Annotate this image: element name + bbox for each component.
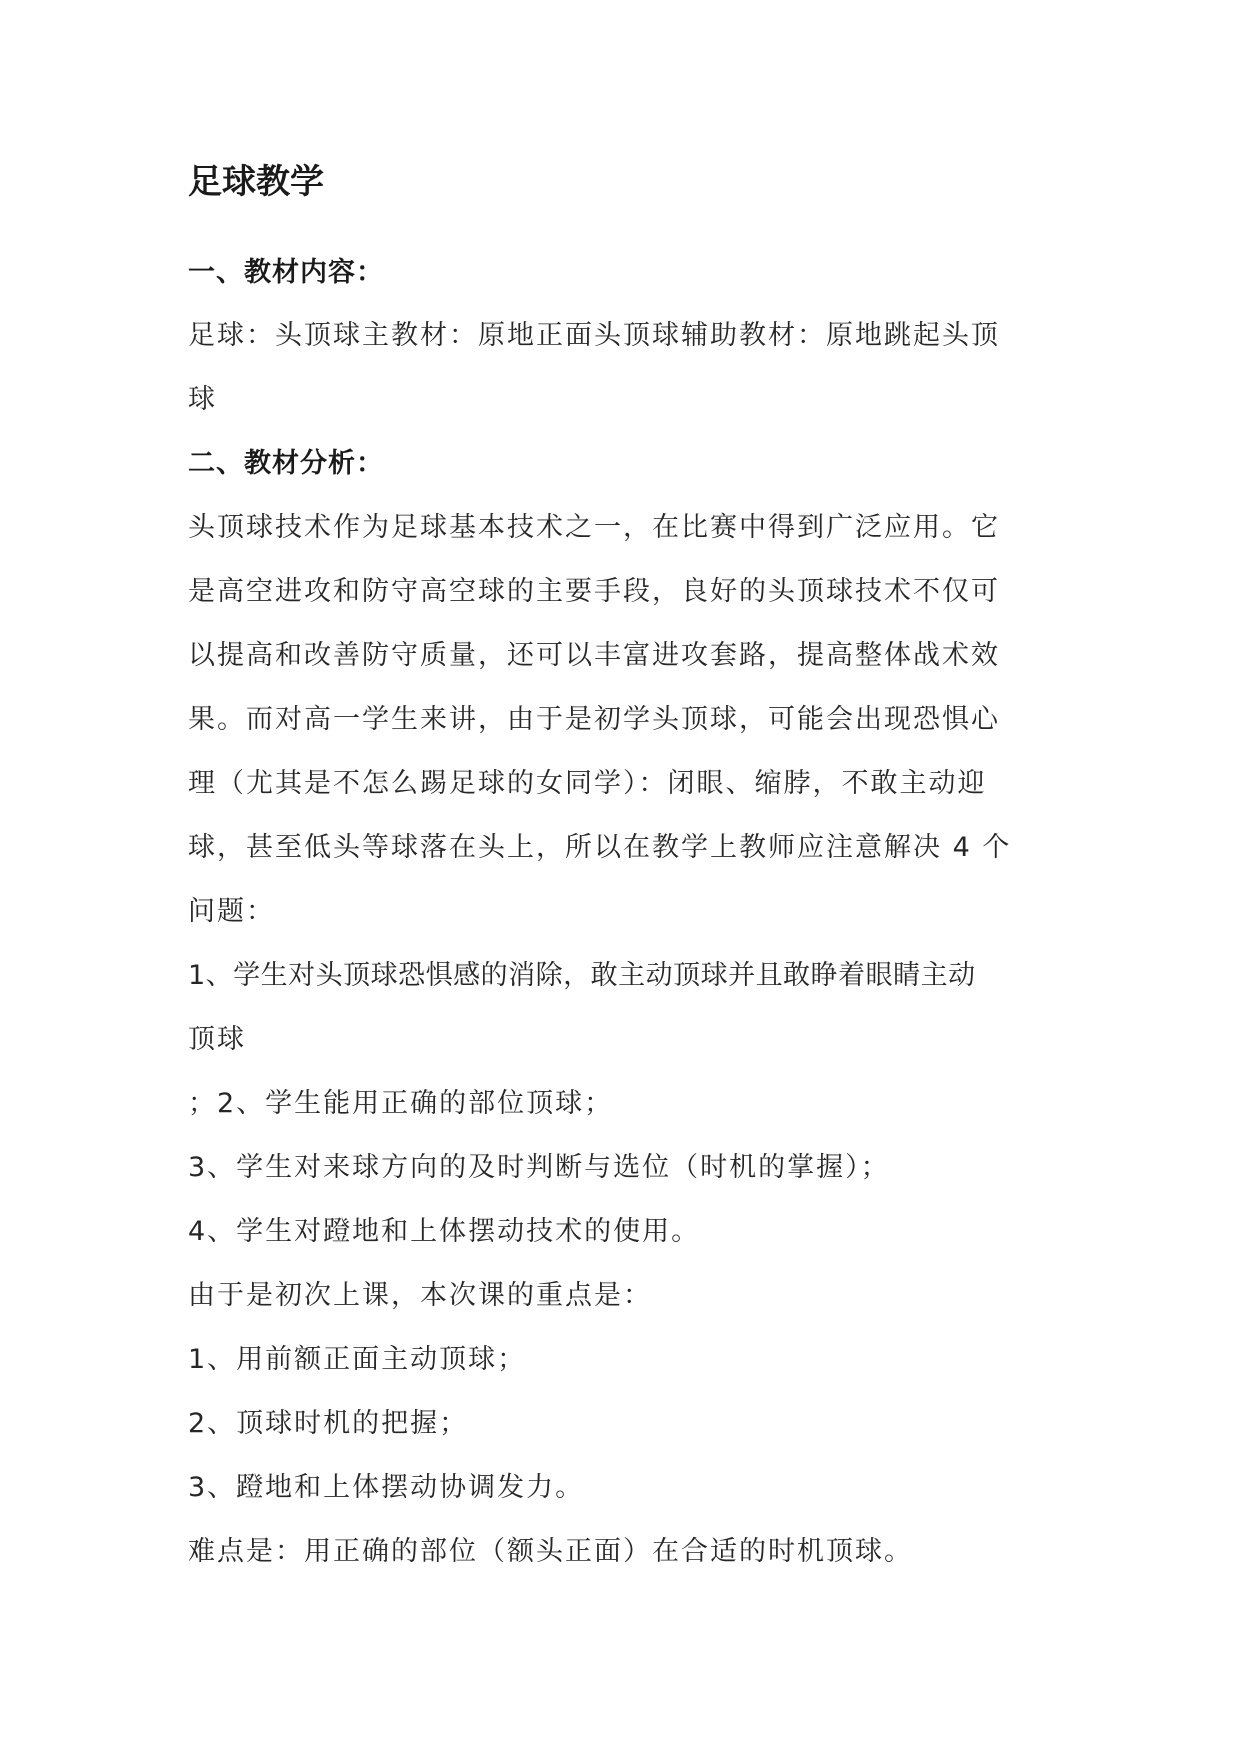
paragraph-line: 以提高和改善防守质量，还可以丰富进攻套路，提高整体战术效: [188, 640, 1000, 671]
section-heading-material-analysis: 二、教材分析：: [188, 448, 384, 479]
paragraph-line: 果。而对高一学生来讲，由于是初学头顶球，可能会出现恐惧心: [188, 704, 1000, 735]
paragraph-line: 由于是初次上课，本次课的重点是：: [188, 1280, 652, 1311]
paragraph-line: 足球：头顶球主教材：原地正面头顶球辅助教材：原地跳起头顶: [188, 320, 1000, 351]
list-item: ；2、学生能用正确的部位顶球；: [188, 1088, 614, 1119]
section-heading-material-content: 一、教材内容：: [188, 257, 384, 288]
list-item: 3、学生对来球方向的及时判断与选位（时机的掌握）；: [188, 1152, 890, 1183]
list-item-continuation: 顶球: [188, 1024, 246, 1055]
paragraph-line: 头顶球技术作为足球基本技术之一，在比赛中得到广泛应用。它: [188, 512, 1000, 543]
list-item: 1、学生对头顶球恐惧感的消除，敢主动顶球并且敢睁着眼睛主动: [188, 960, 976, 991]
list-item: 4、学生对蹬地和上体摆动技术的使用。: [188, 1216, 701, 1247]
paragraph-line: 球: [188, 384, 217, 415]
paragraph-line: 是高空进攻和防守高空球的主要手段，良好的头顶球技术不仅可: [188, 576, 1000, 607]
paragraph-line: 问题：: [188, 896, 275, 927]
paragraph-line: 理（尤其是不怎么踢足球的女同学）：闭眼、缩脖，不敢主动迎: [188, 768, 987, 799]
list-item: 1、用前额正面主动顶球；: [188, 1344, 527, 1375]
paragraph-line: 难点是：用正确的部位（额头正面）在合适的时机顶球。: [188, 1536, 913, 1567]
list-item: 3、蹬地和上体摆动协调发力。: [188, 1472, 585, 1503]
document-title: 足球教学: [188, 162, 324, 202]
paragraph-line: 球，甚至低头等球落在头上，所以在教学上教师应注意解决 4 个: [188, 832, 1012, 863]
list-item: 2、顶球时机的把握；: [188, 1408, 469, 1439]
